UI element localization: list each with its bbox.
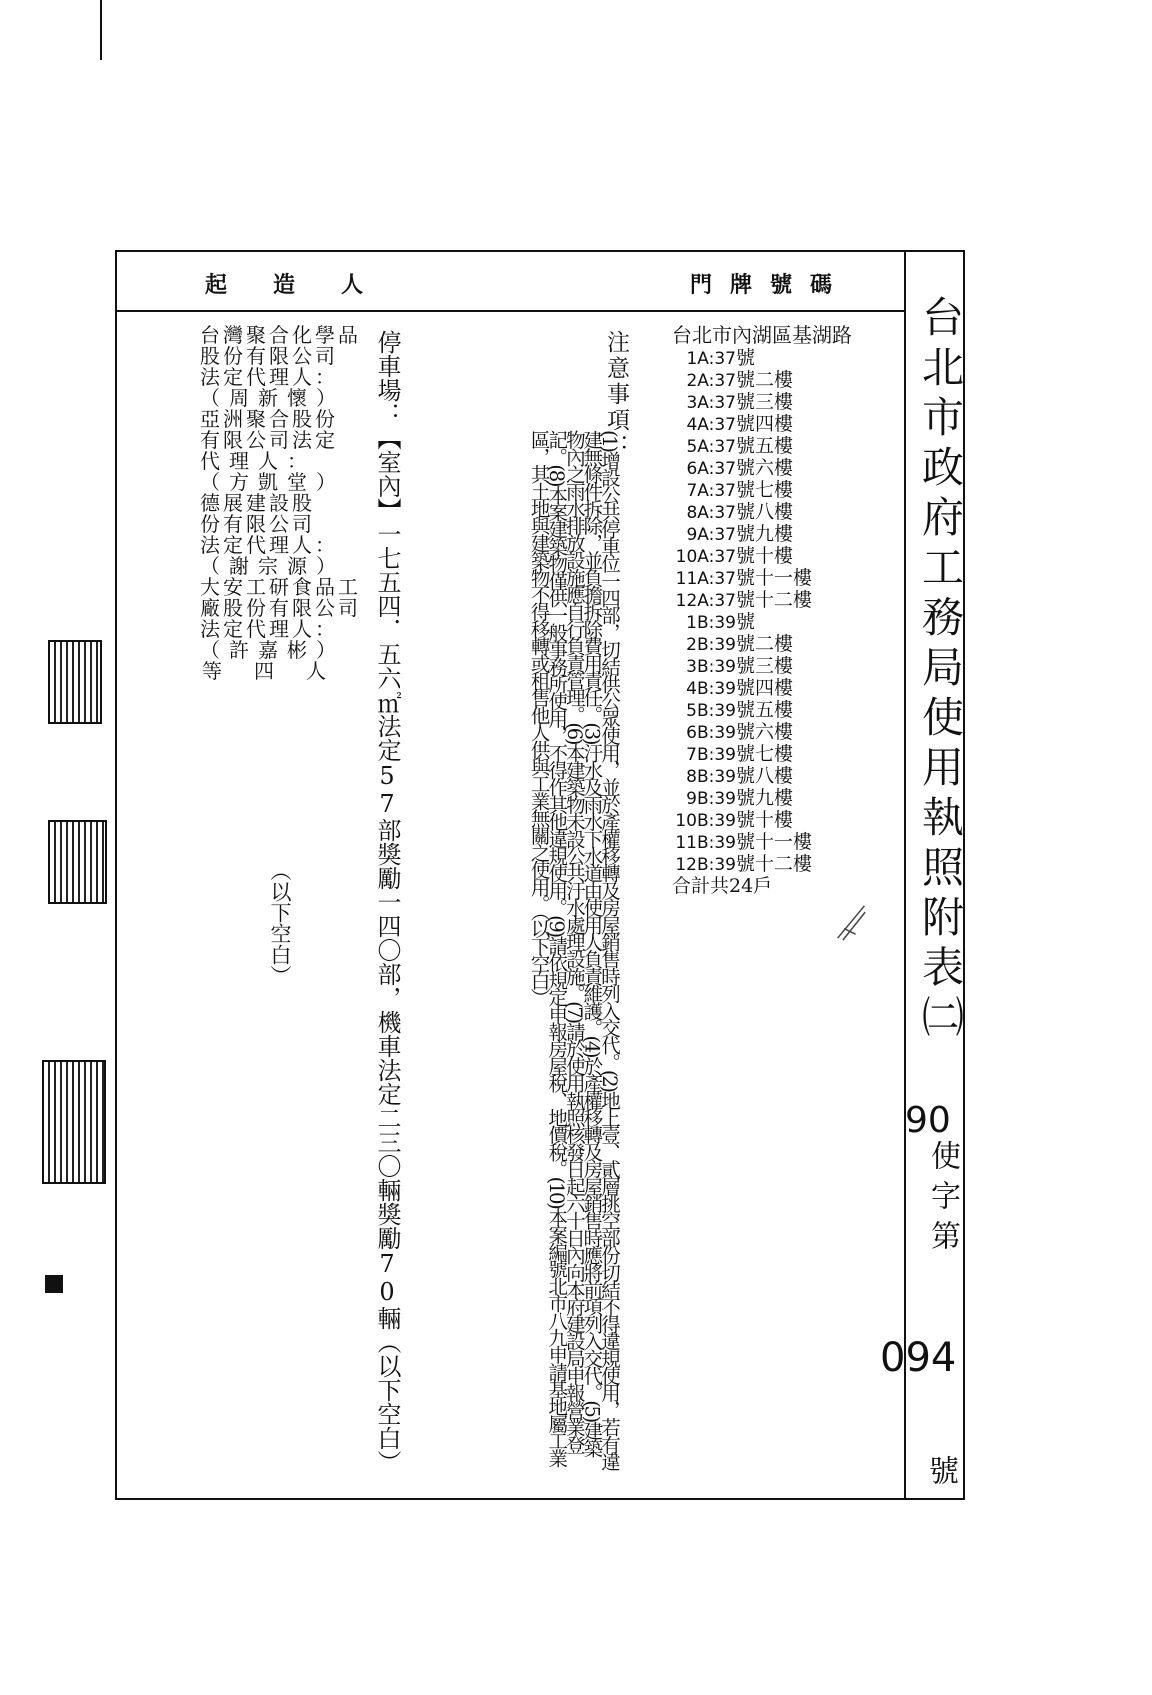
address-row <box>672 524 852 546</box>
title-column-divider <box>904 252 906 1498</box>
address-text: 號七樓 <box>736 479 794 501</box>
address-row <box>672 590 852 612</box>
owner-line: 份有限公司 <box>200 512 315 536</box>
notes-label: 注意事項： <box>603 330 629 460</box>
address-unit: 8A:37 <box>686 503 736 523</box>
address-unit: 9A:37 <box>686 525 736 545</box>
address-unit: 4A:37 <box>686 415 736 435</box>
address-row <box>672 546 852 568</box>
page-title: 台北市政府工務局使用執照附表㈡ <box>916 295 965 1045</box>
address-unit: 5A:37 <box>686 437 736 457</box>
address-row <box>672 766 852 788</box>
address-unit: 10B:39 <box>675 811 736 831</box>
owner-list <box>200 325 360 682</box>
address-unit: 3B:39 <box>686 657 736 677</box>
address-text: 號十二樓 <box>736 853 813 875</box>
address-unit: 6A:37 <box>686 459 736 479</box>
owner-line: 法定代理人： <box>200 617 338 641</box>
address-unit: 11B:39 <box>675 833 736 853</box>
address-text: 號八樓 <box>736 501 794 523</box>
address-unit: 1B:39 <box>686 613 736 633</box>
address-row <box>672 832 852 854</box>
address-row <box>672 348 852 370</box>
binding-seal-1 <box>48 640 102 724</box>
permit-suffix: 號 <box>923 1455 958 1485</box>
owner-line: 台灣聚合化學品 <box>200 323 361 347</box>
address-unit: 1A:37 <box>686 349 736 369</box>
address-text: 號十樓 <box>736 809 794 831</box>
address-text: 號十樓 <box>736 545 794 567</box>
address-text: 號三樓 <box>736 391 794 413</box>
door-number-header: 門牌號碼 <box>690 272 851 298</box>
address-text: 號八樓 <box>736 765 794 787</box>
address-text: 號十一樓 <box>736 831 813 853</box>
permit-serial: 094 <box>880 1335 957 1381</box>
binding-edge-line <box>100 0 102 60</box>
address-unit: 6B:39 <box>686 723 736 743</box>
below-blank-note: （以下空白） <box>268 860 292 986</box>
address-unit: 3A:37 <box>686 393 736 413</box>
owner-line: （許嘉彬） <box>200 638 345 662</box>
notes-body: (1)增設公共停車位一四部，切結供公眾使用，並於產權移轉及房屋銷售時列入交代。(2)地上壹、貳層挑空部份切結不得違規使用，若有違建無條件拆除，並負擔拆除費用責任。(3)汙水及雨水下水道由使用人負責維護。(4)於產權移轉及房屋銷售時應將前項列入交代。(5)建築物內之雨水排放設施應自行負責管理。(6)本建築物未設公共汙水處理設施。(7)請於使用執照核發日起六十日內向本府建設局申報營業登記。(8)本案建築物僅供一般事務所使用，不得作其他違規使用。(9)請依規定申報房屋稅、地價稅。(10)本案編號北市八九申請基地屬工業區，其土地與建築物不得移轉或租售他人供與工業無關之使用。（以下空白） <box>527 430 621 1470</box>
permit-year: 90 <box>905 1100 951 1141</box>
address-text: 號二樓 <box>736 369 794 391</box>
owner-line: 代理人： <box>200 449 316 473</box>
address-unit: 8B:39 <box>686 767 736 787</box>
owner-line: 亞洲聚合股份 <box>200 407 338 431</box>
owner-line: 德展建設股 <box>200 491 315 515</box>
address-row <box>672 744 852 766</box>
address-unit: 10A:37 <box>675 547 736 567</box>
address-row <box>672 810 852 832</box>
address-unit: 7A:37 <box>686 481 736 501</box>
address-unit: 7B:39 <box>686 745 736 765</box>
owner-line: 法定代理人： <box>200 365 338 389</box>
address-text: 號四樓 <box>736 413 794 435</box>
binding-seal-2 <box>48 820 107 904</box>
address-row <box>672 370 852 392</box>
owner-line: （謝宗源） <box>200 554 345 578</box>
owner-line: 股份有限公司 <box>200 344 338 368</box>
builder-header: 起造人 <box>205 272 410 298</box>
address-row <box>672 634 852 656</box>
address-text: 號五樓 <box>736 699 794 721</box>
address-text: 號十二樓 <box>736 589 813 611</box>
address-unit: 12B:39 <box>675 855 736 875</box>
address-text: 號七樓 <box>736 743 794 765</box>
owner-line: 廠股份有限公司 <box>200 596 361 620</box>
owner-line: 大安工研食品工 <box>200 575 361 599</box>
address-row <box>672 568 852 590</box>
binding-seal-3 <box>42 1060 106 1184</box>
address-unit: 4B:39 <box>686 679 736 699</box>
address-unit: 5B:39 <box>686 701 736 721</box>
address-row <box>672 678 852 700</box>
address-row <box>672 502 852 524</box>
address-row <box>672 788 852 810</box>
address-unit: 11A:37 <box>675 569 736 589</box>
address-row <box>672 414 852 436</box>
address-text: 號六樓 <box>736 721 794 743</box>
parking-info: 停車場：【室內】一七五四．五六㎡法定57部獎勵一四〇部，機車法定二三〇輛獎勵70輛（以下空白） <box>373 330 401 1474</box>
address-text: 號 <box>736 611 756 633</box>
address-row <box>672 722 852 744</box>
address-text: 號四樓 <box>736 677 794 699</box>
address-row <box>672 612 852 634</box>
address-unit: 2A:37 <box>686 371 736 391</box>
address-row <box>672 700 852 722</box>
address-text: 號六樓 <box>736 457 794 479</box>
owner-line: 有限公司法定 <box>200 428 338 452</box>
address-row <box>672 480 852 502</box>
address-unit: 9B:39 <box>686 789 736 809</box>
address-row <box>672 392 852 414</box>
address-head: 台北市內湖區基湖路 <box>672 323 852 347</box>
address-text: 號 <box>736 347 756 369</box>
address-row <box>672 656 852 678</box>
owner-line: 法定代理人： <box>200 533 338 557</box>
address-row <box>672 436 852 458</box>
address-text: 號九樓 <box>736 523 794 545</box>
address-list <box>672 325 852 897</box>
address-unit: 2B:39 <box>686 635 736 655</box>
header-divider <box>117 310 904 312</box>
binding-mark <box>45 1275 63 1293</box>
address-row <box>672 458 852 480</box>
owner-line: （方凱堂） <box>200 470 345 494</box>
address-unit: 12A:37 <box>675 591 736 611</box>
address-text: 號三樓 <box>736 655 794 677</box>
address-text: 號二樓 <box>736 633 794 655</box>
owner-line: 等四人 <box>202 659 358 683</box>
address-text: 號五樓 <box>736 435 794 457</box>
address-text: 號十一樓 <box>736 567 813 589</box>
permit-type: 使字第 <box>925 1140 960 1260</box>
address-total: 合計共24戶 <box>672 875 773 897</box>
owner-line: （周新懷） <box>200 386 345 410</box>
address-text: 號九樓 <box>736 787 794 809</box>
address-row <box>672 854 852 876</box>
